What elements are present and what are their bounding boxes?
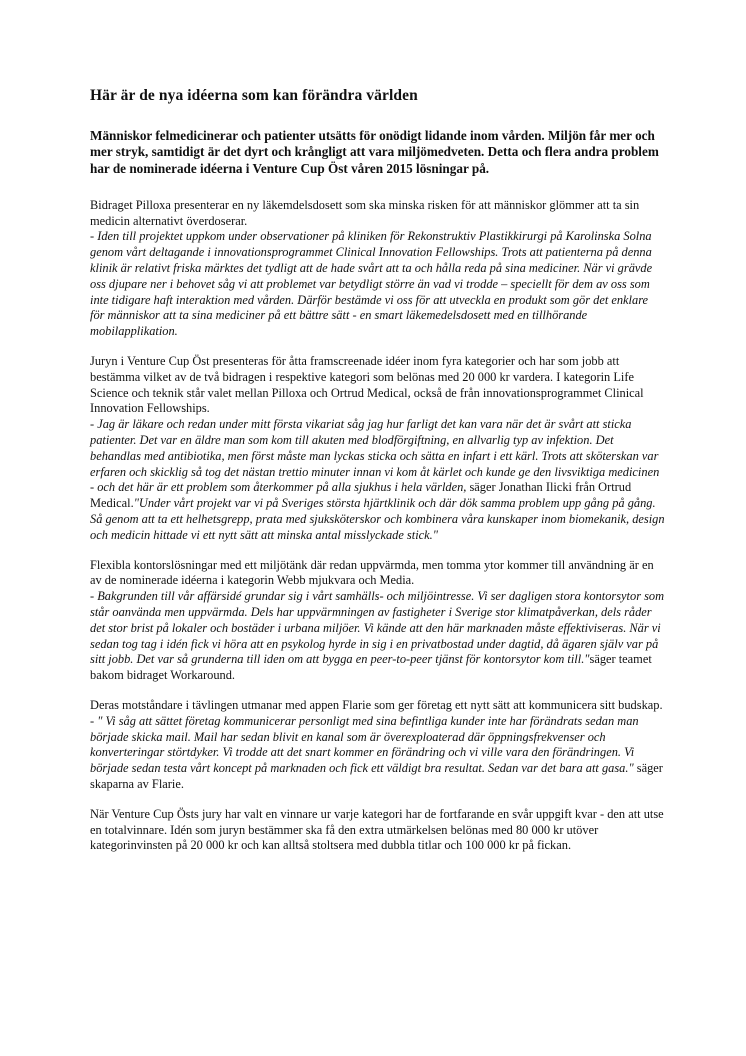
paragraph-flarie <box>90 698 665 793</box>
flarie-quote: - " Vi såg att sättet företag kommunicerar personligt med sina befintliga kunder inte har förändrats sedan man började skicka mail. Mail har sedan blivit en kanal som är överexploaterad där öppningsfrekvenser och konverteringar störtdyker. Vi trodde att det snart kommer en förändring och vi ville vara den förändringen. Vi började sedan testa vårt koncept på marknaden och fick ett väldigt bra resultat. Sedan var det bara att gasa." <box>90 713 639 776</box>
flarie-intro: Deras motståndare i tävlingen utmanar med appen Flarie som ger företag ett nytt sätt att kommunicera sitt budskap. <box>90 698 663 712</box>
article-lead: Människor felmedicinerar och patienter utsätts för onödigt lidande inom vården. Miljön får mer och mer stryk, samtidigt är det dyrt och krångligt att vara miljömedveten. Detta och flera andra problem har de nominerade idéerna i Venture Cup Öst våren 2015 lösningar på. <box>90 128 659 176</box>
paragraph-total-winner: När Venture Cup Östs jury har valt en vinnare ur varje kategori har de fortfarande en svår uppgift kvar - den att utse en totalvinnare. Idén som juryn bestämmer ska få den extra utmärkelsen belönas med 80 000 kr utöver kategorinvinsten på 20 000 kr och kan alltså stoltsera med dubbla titlar och 100 000 kr på fickan. <box>90 806 664 853</box>
flarie-attribution: säger skaparna av Flarie. <box>90 761 663 791</box>
ortrud-attribution: säger Jonathan Ilicki från Ortrud Medical. <box>90 480 632 511</box>
jury-intro: Juryn i Venture Cup Öst presenteras för åtta framscreenade idéer inom fyra kategorier och har som jobb att bestämma vilket av de två bidragen i respektive kategori som belönas med 20 000 kr vardera. I kategorin Life Science och teknik står valet mellan Pilloxa och Ortrud Medical, också de från innovationsprogrammet Clinical Innovation Fellowships. <box>90 354 644 416</box>
article-title: Här är de nya idéerna som kan förändra världen <box>90 87 418 104</box>
paragraph-workaround <box>90 558 665 684</box>
ortrud-quote: - Jag är läkare och redan under mitt första vikariat såg jag hur farligt det kan vara när det är svårt att sticka patienter. Det var en äldre man som kom till akuten med blodförgiftning, en allvarlig typ av infektion. Det behandlas med antibiotika, men först måste man lyckas sticka och sätta en infart i ett kärl. Trots att sköterskan var erfaren och skicklig så tog det nästan trettio minuter innan vi kom åt kärlet och kunde ge den livsviktiga medicinen - och det här är ett problem som återkommer på alla sjukhus i hela världen, <box>90 417 660 495</box>
ortrud-quote-continued: "Under vårt projekt var vi på Sveriges största hjärtklinik och där dök samma problem upp gång på gång. Så genom att ta ett helhetsgrepp, prata med sjuksköterskor och kombinera våra kunskaper inom biomekanik, design och medicin hittade vi ett nytt sätt att minska antal misslyckade stick." <box>90 496 665 542</box>
article <box>90 86 665 868</box>
workaround-attribution: säger teamet bakom bidraget Workaround. <box>90 652 652 683</box>
paragraph-jury <box>90 354 665 544</box>
pilloxa-intro: Bidraget Pilloxa presenterar en ny läkemdelsdosett som ska minska risken för att människor glömmer att ta sin medicin alternativt överdoserar. <box>90 197 640 228</box>
workaround-quote: - Bakgrunden till vår affärsidé grundar sig i vårt samhälls- och miljöintresse. Vi ser dagligen stora kontorsytor som står oanvända men uppvärmda. Dels har uppvärmningen av fastigheter i Sverige stor klimatpåverkan, dels råder det stor brist på lokaler och bostäder i urbana miljöer. Vi kände att den här marknaden måste effektiviseras. När vi sedan tog tag i idén fick vi höra att en psykolog hyrde in sig i en privatbostad under dagtid, då ägaren själv var på sitt jobb. Det var så grunderna till iden om att bygga en peer-to-peer tjänst för kontorsytor kom till." <box>90 589 665 667</box>
paragraph-pilloxa <box>90 198 665 340</box>
workaround-intro: Flexibla kontorslösningar med ett miljötänk där redan uppvärmda, men tomma ytor kommer till användning är en av de nominerade idéerna i kategorin Webb mjukvara och Media. <box>90 557 654 588</box>
pilloxa-quote: - Iden till projektet uppkom under observationer på kliniken för Rekonstruktiv Plastikkirurgi på Karolinska Solna genom vårt deltagande i innovationsprogrammet Clinical Innovation Fellowships. Trots att patienterna på denna klinik är relativt friska märktes det tydligt att de hade svårt att ta och hålla reda på sina mediciner. När vi grävde oss djupare ner i behovet såg vi att problemet var betydligt större än vad vi trodde – speciellt för dem av oss som inte tidigare haft interaktion med vården. Därför bestämde vi oss för att utveckla en produkt som gör det enklare för människor att ta sina mediciner på ett bättre sätt - en smart läkemedelsdosett med en tillhörande mobilapplikation. <box>90 229 653 339</box>
